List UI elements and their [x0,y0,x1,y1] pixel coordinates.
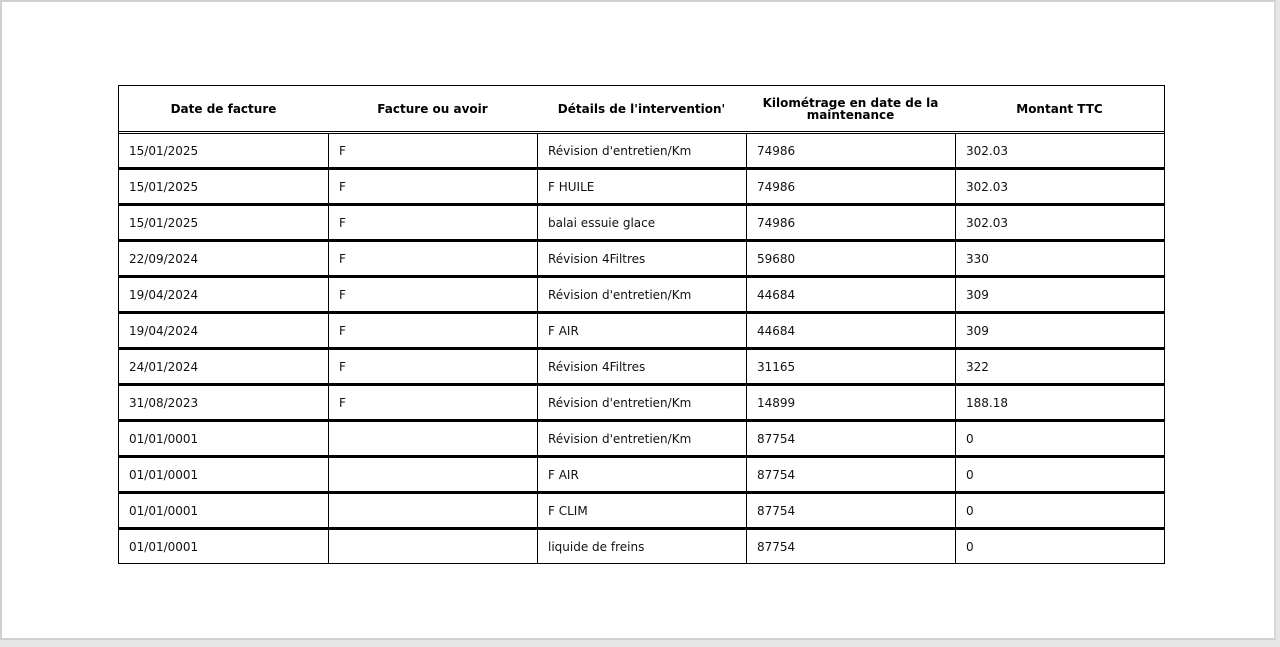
cell-mileage: 87754 [746,529,955,563]
cell-invoice-date: 15/01/2025 [119,205,328,241]
cell-intervention-details: balai essuie glace [537,205,746,241]
cell-mileage: 74986 [746,134,955,169]
cell-intervention-details: F HUILE [537,169,746,205]
cell-amount-ttc: 330 [955,241,1164,277]
cell-invoice-date: 31/08/2023 [119,385,328,421]
cell-intervention-details: F CLIM [537,493,746,529]
cell-amount-ttc: 302.03 [955,169,1164,205]
header-invoice-date: Date de facture [119,86,328,134]
cell-amount-ttc: 302.03 [955,134,1164,169]
cell-intervention-details: F AIR [537,457,746,493]
table-row [119,205,1164,241]
header-mileage: Kilométrage en date de la maintenance [746,86,955,134]
cell-invoice-date: 15/01/2025 [119,134,328,169]
maintenance-history-table [118,85,1165,564]
cell-amount-ttc: 302.03 [955,205,1164,241]
table-row [119,457,1164,493]
cell-invoice-date: 19/04/2024 [119,313,328,349]
cell-invoice-or-credit: F [328,385,537,421]
table-row [119,134,1164,169]
table-row [119,529,1164,563]
cell-mileage: 74986 [746,205,955,241]
table-row [119,493,1164,529]
header-row [119,86,1164,134]
cell-intervention-details: F AIR [537,313,746,349]
cell-invoice-date: 01/01/0001 [119,457,328,493]
cell-amount-ttc: 309 [955,313,1164,349]
cell-intervention-details: liquide de freins [537,529,746,563]
cell-intervention-details: Révision 4Filtres [537,241,746,277]
cell-invoice-or-credit [328,529,537,563]
cell-amount-ttc: 309 [955,277,1164,313]
cell-mileage: 14899 [746,385,955,421]
table-row [119,169,1164,205]
cell-invoice-or-credit: F [328,169,537,205]
cell-amount-ttc: 0 [955,421,1164,457]
header-amount-ttc: Montant TTC [955,86,1164,134]
cell-amount-ttc: 188.18 [955,385,1164,421]
cell-amount-ttc: 322 [955,349,1164,385]
cell-invoice-or-credit: F [328,277,537,313]
cell-invoice-date: 01/01/0001 [119,421,328,457]
cell-invoice-date: 15/01/2025 [119,169,328,205]
cell-invoice-or-credit [328,457,537,493]
table-row [119,421,1164,457]
cell-mileage: 87754 [746,421,955,457]
cell-intervention-details: Révision d'entretien/Km [537,385,746,421]
cell-intervention-details: Révision d'entretien/Km [537,134,746,169]
cell-mileage: 44684 [746,313,955,349]
cell-invoice-or-credit: F [328,205,537,241]
cell-invoice-or-credit: F [328,349,537,385]
table-row [119,313,1164,349]
cell-intervention-details: Révision d'entretien/Km [537,277,746,313]
cell-invoice-date: 01/01/0001 [119,529,328,563]
table-row [119,385,1164,421]
cell-invoice-or-credit: F [328,134,537,169]
cell-mileage: 87754 [746,493,955,529]
table-header [119,86,1164,134]
cell-invoice-date: 01/01/0001 [119,493,328,529]
cell-invoice-date: 22/09/2024 [119,241,328,277]
table-row [119,349,1164,385]
cell-amount-ttc: 0 [955,457,1164,493]
cell-mileage: 31165 [746,349,955,385]
cell-amount-ttc: 0 [955,529,1164,563]
header-intervention-details: Détails de l'intervention' [537,86,746,134]
cell-invoice-or-credit [328,421,537,457]
cell-invoice-or-credit [328,493,537,529]
cell-invoice-or-credit: F [328,313,537,349]
cell-mileage: 59680 [746,241,955,277]
cell-intervention-details: Révision d'entretien/Km [537,421,746,457]
maintenance-table-container [118,85,1163,564]
cell-intervention-details: Révision 4Filtres [537,349,746,385]
cell-mileage: 87754 [746,457,955,493]
table-row [119,241,1164,277]
cell-mileage: 74986 [746,169,955,205]
cell-mileage: 44684 [746,277,955,313]
table-row [119,277,1164,313]
header-invoice-or-credit: Facture ou avoir [328,86,537,134]
cell-invoice-date: 24/01/2024 [119,349,328,385]
cell-invoice-or-credit: F [328,241,537,277]
cell-amount-ttc: 0 [955,493,1164,529]
table-body [119,134,1164,563]
cell-invoice-date: 19/04/2024 [119,277,328,313]
